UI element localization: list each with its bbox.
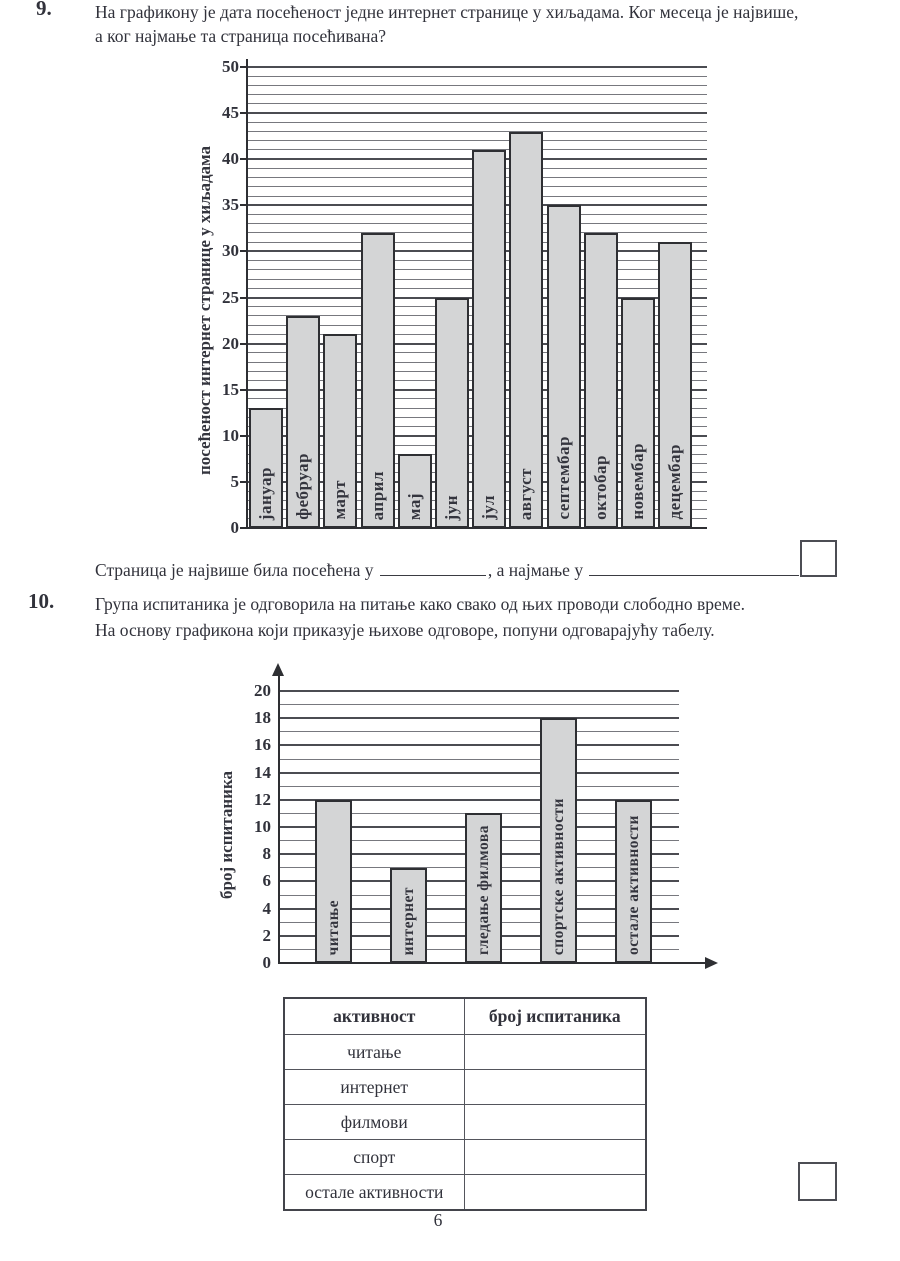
gridline xyxy=(247,131,707,132)
y-tick-label: 8 xyxy=(262,844,271,864)
chart-free-time xyxy=(195,655,735,990)
bar-label: читање xyxy=(324,899,342,955)
activities-table xyxy=(283,997,647,1211)
y-tick-label: 25 xyxy=(222,287,239,307)
gridline xyxy=(279,772,679,774)
question-10-text-line2: На основу графикона који приказује њихове одговоре, попуни одговарајућу табелу. xyxy=(95,620,715,640)
gridline xyxy=(279,690,679,692)
gridline xyxy=(279,744,679,746)
y-axis xyxy=(278,675,280,964)
table-row xyxy=(284,1035,646,1070)
bar-label: новембар xyxy=(628,443,647,520)
q9-score-box[interactable] xyxy=(800,540,837,577)
gridline xyxy=(279,704,679,705)
gridline xyxy=(279,786,679,787)
count-fill-in-cell[interactable] xyxy=(464,1140,646,1175)
gridline xyxy=(247,112,707,114)
gridline xyxy=(247,66,707,68)
bar-label: спортске активности xyxy=(549,797,567,955)
activities-table-wrap xyxy=(283,997,647,1211)
activity-cell: филмови xyxy=(284,1105,464,1140)
question-9-answer-line xyxy=(95,560,806,581)
count-fill-in-cell[interactable] xyxy=(464,1070,646,1105)
y-axis-arrow xyxy=(272,663,284,676)
question-10-text-line1: Група испитаника је одговорила на питање како свако од њих проводи слободно време. xyxy=(95,594,745,614)
table-header-row xyxy=(284,998,646,1035)
activity-cell: читање xyxy=(284,1035,464,1070)
y-axis xyxy=(246,59,248,529)
bar xyxy=(472,150,506,528)
y-tick-label: 10 xyxy=(222,425,239,445)
question-10-number: 10. xyxy=(28,589,55,613)
question-9-text: На графикону је дата посећеност једне интернет странице у хиљадама. Ког месеца је највише, а ког најмање та страница посећивана? xyxy=(95,2,799,46)
chart-website-visits xyxy=(195,58,720,538)
question-10-text xyxy=(95,591,830,643)
activity-cell: спорт xyxy=(284,1140,464,1175)
y-tick-label: 15 xyxy=(222,379,239,399)
y-tick-label: 0 xyxy=(262,953,271,972)
gridline xyxy=(247,85,707,86)
bar xyxy=(435,298,469,529)
y-tick-label: 6 xyxy=(262,871,271,891)
bar-label: гледање филмова xyxy=(474,824,492,955)
gridline xyxy=(279,717,679,719)
table-row xyxy=(284,1105,646,1140)
y-tick-label: 20 xyxy=(222,333,239,353)
answer-blank-most-visited[interactable] xyxy=(380,560,486,576)
page-number: 6 xyxy=(433,1210,443,1230)
gridline xyxy=(247,103,707,104)
table-row xyxy=(284,1175,646,1211)
gridline xyxy=(279,731,679,732)
answer-blank-least-visited[interactable] xyxy=(589,560,799,576)
y-tick-label: 4 xyxy=(262,898,271,918)
question-9-number: 9. xyxy=(36,0,52,20)
activity-cell: интернет xyxy=(284,1070,464,1105)
bar-label: април xyxy=(367,470,387,520)
gridline xyxy=(279,759,679,760)
y-tick-label: 30 xyxy=(222,241,239,261)
header-count: број испитаника xyxy=(464,998,646,1035)
gridline xyxy=(247,94,707,95)
y-tick-label: 5 xyxy=(230,471,239,491)
y-tick-label: 50 xyxy=(222,57,239,76)
y-axis-title: број испитаника xyxy=(217,771,236,900)
y-tick-label: 20 xyxy=(254,681,271,700)
count-fill-in-cell[interactable] xyxy=(464,1105,646,1140)
bar-label: децембар xyxy=(665,444,685,520)
activity-cell: остале активности xyxy=(284,1175,464,1211)
y-tick-label: 0 xyxy=(230,518,239,537)
y-tick-label: 14 xyxy=(254,762,271,782)
bar-label: јун xyxy=(442,494,461,520)
x-axis-extension xyxy=(679,962,705,964)
bar-label: интернет xyxy=(399,886,417,955)
q10-score-box[interactable] xyxy=(798,1162,837,1201)
bar-label: остале активности xyxy=(624,815,642,955)
bar-label: август xyxy=(516,467,536,520)
answer-sentence-separator: , а најмање у xyxy=(487,560,588,580)
y-tick-label: 45 xyxy=(222,103,239,123)
y-axis-title: посећеност интернет странице у хиљадама xyxy=(195,145,214,475)
y-tick-label: 12 xyxy=(254,789,271,809)
bar-label: јануар xyxy=(256,466,275,520)
y-tick-label: 2 xyxy=(262,925,271,945)
y-tick-label: 10 xyxy=(254,817,271,836)
bar-label: јул xyxy=(479,495,499,520)
count-fill-in-cell[interactable] xyxy=(464,1035,646,1070)
x-axis-arrow xyxy=(705,957,718,969)
bar-label: септембар xyxy=(553,436,573,520)
table-row xyxy=(284,1070,646,1105)
header-activity: активност xyxy=(284,998,464,1035)
gridline xyxy=(247,122,707,123)
y-tick-label: 16 xyxy=(254,735,271,755)
gridline xyxy=(247,140,707,141)
y-tick-label: 18 xyxy=(254,708,271,728)
table-row xyxy=(284,1140,646,1175)
bar-label: фебруар xyxy=(293,453,313,520)
y-tick-label: 40 xyxy=(222,149,239,169)
answer-sentence-part1: Страница је највише била посећена у xyxy=(95,560,378,580)
count-fill-in-cell[interactable] xyxy=(464,1175,646,1211)
bar-label: октобар xyxy=(590,455,610,520)
bar-label: март xyxy=(330,480,350,520)
gridline xyxy=(247,76,707,77)
bar-label: мај xyxy=(404,492,424,520)
y-tick-label: 35 xyxy=(222,195,239,215)
